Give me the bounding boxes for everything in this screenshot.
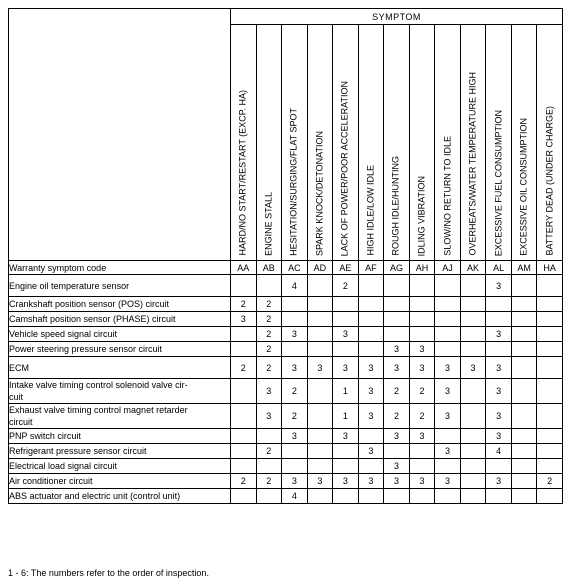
inspection-order-cell: 2 bbox=[256, 342, 282, 357]
inspection-order-cell bbox=[282, 297, 308, 312]
inspection-order-cell bbox=[333, 312, 359, 327]
inspection-order-cell: 3 bbox=[256, 404, 282, 429]
inspection-order-cell: 3 bbox=[409, 429, 435, 444]
inspection-order-cell bbox=[511, 357, 537, 379]
symptom-column-header bbox=[307, 25, 333, 261]
warranty-code-cell: AH bbox=[409, 261, 435, 275]
row-label: Exhaust valve timing control magnet retarder circuit bbox=[9, 404, 231, 429]
table-row bbox=[9, 474, 563, 489]
inspection-order-cell: 3 bbox=[486, 474, 512, 489]
inspection-order-cell bbox=[460, 474, 486, 489]
inspection-order-cell: 3 bbox=[486, 404, 512, 429]
inspection-order-cell: 2 bbox=[256, 444, 282, 459]
inspection-order-cell bbox=[511, 275, 537, 297]
inspection-order-cell: 3 bbox=[486, 275, 512, 297]
inspection-order-cell bbox=[307, 297, 333, 312]
inspection-order-cell: 3 bbox=[486, 327, 512, 342]
inspection-order-cell bbox=[435, 489, 461, 504]
inspection-order-cell bbox=[435, 327, 461, 342]
symptom-column-label: SPARK KNOCK/DETONATION bbox=[314, 130, 325, 256]
inspection-order-cell bbox=[435, 297, 461, 312]
inspection-order-cell bbox=[333, 444, 359, 459]
inspection-order-cell bbox=[435, 275, 461, 297]
inspection-order-cell: 3 bbox=[307, 474, 333, 489]
table-row bbox=[9, 312, 563, 327]
inspection-order-cell: 3 bbox=[435, 379, 461, 404]
inspection-order-cell bbox=[460, 489, 486, 504]
table-corner bbox=[9, 9, 231, 261]
symptom-column-label: BATTERY DEAD (UNDER CHARGE) bbox=[544, 106, 555, 256]
inspection-order-cell: 4 bbox=[282, 275, 308, 297]
inspection-order-cell: 3 bbox=[409, 342, 435, 357]
row-label: ECM bbox=[9, 357, 231, 379]
footnote: 1 - 6: The numbers refer to the order of inspection. bbox=[8, 568, 209, 578]
symptom-column-header bbox=[511, 25, 537, 261]
inspection-order-cell bbox=[460, 444, 486, 459]
inspection-order-cell: 2 bbox=[537, 474, 563, 489]
inspection-order-cell bbox=[231, 342, 257, 357]
inspection-order-cell bbox=[358, 429, 384, 444]
symptom-column-label: SLOW/NO RETURN TO IDLE bbox=[442, 136, 453, 256]
inspection-order-cell bbox=[460, 275, 486, 297]
symptom-column-label: LACK OF POWER/POOR ACCELERATION bbox=[339, 80, 350, 256]
inspection-order-cell bbox=[537, 275, 563, 297]
inspection-order-cell: 2 bbox=[384, 379, 410, 404]
table-row bbox=[9, 404, 563, 429]
inspection-order-cell bbox=[307, 459, 333, 474]
symptom-header: SYMPTOM bbox=[231, 9, 563, 25]
inspection-order-cell bbox=[435, 459, 461, 474]
symptom-column-header bbox=[460, 25, 486, 261]
inspection-order-cell bbox=[307, 429, 333, 444]
inspection-order-cell bbox=[435, 429, 461, 444]
inspection-order-cell bbox=[307, 275, 333, 297]
table-row bbox=[9, 297, 563, 312]
inspection-order-cell bbox=[358, 327, 384, 342]
inspection-order-cell: 3 bbox=[384, 459, 410, 474]
symptom-column-header bbox=[435, 25, 461, 261]
inspection-order-cell: 3 bbox=[460, 357, 486, 379]
inspection-order-cell bbox=[256, 429, 282, 444]
inspection-order-cell bbox=[511, 474, 537, 489]
inspection-order-cell bbox=[511, 342, 537, 357]
inspection-order-cell bbox=[307, 404, 333, 429]
inspection-order-cell: 3 bbox=[358, 357, 384, 379]
inspection-order-cell: 2 bbox=[384, 404, 410, 429]
inspection-order-cell bbox=[537, 459, 563, 474]
inspection-order-cell bbox=[511, 429, 537, 444]
inspection-order-cell bbox=[409, 327, 435, 342]
inspection-order-cell bbox=[537, 342, 563, 357]
inspection-order-cell: 3 bbox=[435, 404, 461, 429]
symptom-column-header bbox=[537, 25, 563, 261]
inspection-order-cell bbox=[231, 379, 257, 404]
row-label: Electrical load signal circuit bbox=[9, 459, 231, 474]
inspection-order-cell: 3 bbox=[307, 357, 333, 379]
inspection-order-cell: 3 bbox=[486, 379, 512, 404]
inspection-order-cell bbox=[384, 312, 410, 327]
table-row bbox=[9, 444, 563, 459]
inspection-order-cell bbox=[256, 459, 282, 474]
inspection-order-cell bbox=[511, 489, 537, 504]
inspection-order-cell bbox=[460, 379, 486, 404]
warranty-code-cell: AB bbox=[256, 261, 282, 275]
inspection-order-cell bbox=[333, 297, 359, 312]
inspection-order-cell: 4 bbox=[486, 444, 512, 459]
symptom-column-header bbox=[409, 25, 435, 261]
inspection-order-cell bbox=[486, 459, 512, 474]
symptom-column-label: HIGH IDLE/LOW IDLE bbox=[365, 165, 376, 256]
inspection-order-cell bbox=[282, 342, 308, 357]
inspection-order-cell bbox=[256, 275, 282, 297]
symptom-column-label: HESITATION/SURGING/FLAT SPOT bbox=[288, 108, 299, 256]
inspection-order-cell bbox=[358, 489, 384, 504]
table-row bbox=[9, 429, 563, 444]
inspection-order-cell bbox=[282, 459, 308, 474]
table-row bbox=[9, 459, 563, 474]
warranty-code-cell: AL bbox=[486, 261, 512, 275]
inspection-order-cell: 3 bbox=[231, 312, 257, 327]
inspection-order-cell: 3 bbox=[358, 474, 384, 489]
inspection-order-cell bbox=[460, 327, 486, 342]
warranty-code-cell: HA bbox=[537, 261, 563, 275]
inspection-order-cell bbox=[307, 379, 333, 404]
row-label: PNP switch circuit bbox=[9, 429, 231, 444]
inspection-order-cell: 2 bbox=[256, 312, 282, 327]
inspection-order-cell: 3 bbox=[384, 474, 410, 489]
symptom-column-label: OVERHEATS/WATER TEMPERATURE HIGH bbox=[467, 72, 478, 256]
inspection-order-cell bbox=[282, 312, 308, 327]
inspection-order-cell bbox=[460, 404, 486, 429]
symptom-column-header bbox=[486, 25, 512, 261]
inspection-order-cell bbox=[409, 275, 435, 297]
inspection-order-cell bbox=[358, 459, 384, 474]
inspection-order-cell bbox=[409, 312, 435, 327]
inspection-order-cell bbox=[460, 342, 486, 357]
inspection-order-cell: 2 bbox=[409, 379, 435, 404]
inspection-order-cell: 3 bbox=[486, 357, 512, 379]
warranty-code-cell: AD bbox=[307, 261, 333, 275]
inspection-order-cell bbox=[384, 297, 410, 312]
inspection-order-cell bbox=[231, 489, 257, 504]
inspection-order-cell bbox=[333, 489, 359, 504]
symptom-column-header bbox=[358, 25, 384, 261]
row-label: ABS actuator and electric unit (control unit) bbox=[9, 489, 231, 504]
inspection-order-cell bbox=[231, 429, 257, 444]
inspection-order-cell bbox=[486, 489, 512, 504]
inspection-order-cell bbox=[409, 297, 435, 312]
warranty-code-cell: AA bbox=[231, 261, 257, 275]
inspection-order-cell bbox=[537, 379, 563, 404]
inspection-order-cell: 3 bbox=[282, 327, 308, 342]
inspection-order-cell: 2 bbox=[231, 297, 257, 312]
warranty-code-label: Warranty symptom code bbox=[9, 261, 231, 275]
inspection-order-cell bbox=[537, 327, 563, 342]
row-label: Power steering pressure sensor circuit bbox=[9, 342, 231, 357]
inspection-order-cell bbox=[231, 275, 257, 297]
inspection-order-cell bbox=[333, 459, 359, 474]
warranty-code-cell: AC bbox=[282, 261, 308, 275]
inspection-order-cell bbox=[537, 444, 563, 459]
inspection-order-cell: 2 bbox=[409, 404, 435, 429]
inspection-order-cell bbox=[460, 312, 486, 327]
inspection-order-cell: 3 bbox=[384, 429, 410, 444]
inspection-order-cell: 2 bbox=[256, 474, 282, 489]
inspection-order-cell bbox=[231, 444, 257, 459]
inspection-order-cell: 3 bbox=[384, 342, 410, 357]
inspection-order-cell bbox=[307, 489, 333, 504]
inspection-order-cell bbox=[282, 444, 308, 459]
inspection-order-cell bbox=[307, 342, 333, 357]
inspection-order-cell bbox=[409, 459, 435, 474]
inspection-order-cell bbox=[511, 379, 537, 404]
inspection-order-cell bbox=[384, 327, 410, 342]
inspection-order-cell bbox=[511, 459, 537, 474]
inspection-order-cell: 4 bbox=[282, 489, 308, 504]
inspection-order-cell bbox=[384, 489, 410, 504]
inspection-order-cell: 1 bbox=[333, 379, 359, 404]
symptom-column-header bbox=[384, 25, 410, 261]
inspection-order-cell bbox=[384, 444, 410, 459]
inspection-order-cell: 2 bbox=[282, 379, 308, 404]
inspection-order-cell: 2 bbox=[333, 275, 359, 297]
row-label: Vehicle speed signal circuit bbox=[9, 327, 231, 342]
inspection-order-cell bbox=[307, 312, 333, 327]
table-row bbox=[9, 327, 563, 342]
table-row bbox=[9, 489, 563, 504]
table-row bbox=[9, 379, 563, 404]
warranty-code-row bbox=[9, 261, 563, 275]
inspection-order-cell bbox=[486, 342, 512, 357]
inspection-order-cell bbox=[511, 404, 537, 429]
inspection-order-cell bbox=[358, 275, 384, 297]
inspection-order-cell: 2 bbox=[231, 357, 257, 379]
inspection-order-cell: 3 bbox=[358, 404, 384, 429]
row-label: Crankshaft position sensor (POS) circuit bbox=[9, 297, 231, 312]
symptom-column-label: IDLING VIBRATION bbox=[416, 175, 427, 256]
inspection-order-cell: 3 bbox=[435, 474, 461, 489]
inspection-order-cell: 3 bbox=[435, 444, 461, 459]
inspection-order-cell: 3 bbox=[256, 379, 282, 404]
inspection-order-cell: 2 bbox=[282, 404, 308, 429]
inspection-order-cell bbox=[256, 489, 282, 504]
inspection-order-cell bbox=[307, 327, 333, 342]
symptom-column-label: ENGINE STALL bbox=[263, 192, 274, 256]
inspection-order-cell bbox=[511, 444, 537, 459]
inspection-order-cell: 3 bbox=[333, 429, 359, 444]
inspection-order-cell bbox=[307, 444, 333, 459]
symptom-column-header bbox=[256, 25, 282, 261]
inspection-order-cell bbox=[537, 297, 563, 312]
inspection-order-cell bbox=[537, 489, 563, 504]
inspection-order-cell: 3 bbox=[333, 474, 359, 489]
inspection-order-cell bbox=[486, 297, 512, 312]
inspection-order-cell bbox=[537, 357, 563, 379]
inspection-order-cell bbox=[537, 404, 563, 429]
symptom-column-header bbox=[333, 25, 359, 261]
inspection-order-cell: 3 bbox=[486, 429, 512, 444]
inspection-order-cell bbox=[231, 404, 257, 429]
inspection-order-cell: 3 bbox=[358, 379, 384, 404]
row-label: Camshaft position sensor (PHASE) circuit bbox=[9, 312, 231, 327]
inspection-order-cell: 1 bbox=[333, 404, 359, 429]
symptom-column-header bbox=[231, 25, 257, 261]
warranty-code-cell: AJ bbox=[435, 261, 461, 275]
inspection-order-cell bbox=[511, 327, 537, 342]
inspection-order-cell: 3 bbox=[409, 357, 435, 379]
inspection-order-cell bbox=[435, 342, 461, 357]
warranty-code-cell: AK bbox=[460, 261, 486, 275]
table-row bbox=[9, 357, 563, 379]
row-label: Refrigerant pressure sensor circuit bbox=[9, 444, 231, 459]
row-label: Engine oil temperature sensor bbox=[9, 275, 231, 297]
inspection-order-cell: 2 bbox=[256, 327, 282, 342]
inspection-order-cell bbox=[460, 429, 486, 444]
inspection-order-cell: 3 bbox=[333, 327, 359, 342]
inspection-order-cell bbox=[358, 342, 384, 357]
inspection-order-cell bbox=[358, 297, 384, 312]
inspection-order-cell: 3 bbox=[282, 357, 308, 379]
symptom-column-label: EXCESSIVE FUEL CONSUMPTION bbox=[493, 109, 504, 256]
inspection-order-cell: 2 bbox=[231, 474, 257, 489]
inspection-order-cell: 3 bbox=[282, 429, 308, 444]
inspection-order-cell bbox=[460, 297, 486, 312]
symptom-column-header bbox=[282, 25, 308, 261]
table-row bbox=[9, 342, 563, 357]
inspection-order-cell: 3 bbox=[409, 474, 435, 489]
inspection-order-cell bbox=[358, 312, 384, 327]
symptom-column-label: HARD/NO START/RESTART (EXCP. HA) bbox=[237, 90, 248, 256]
inspection-order-cell bbox=[231, 327, 257, 342]
warranty-code-cell: AG bbox=[384, 261, 410, 275]
row-label: Intake valve timing control solenoid valve cir- cuit bbox=[9, 379, 231, 404]
symptom-diagnosis-table bbox=[8, 8, 563, 504]
warranty-code-cell: AF bbox=[358, 261, 384, 275]
inspection-order-cell bbox=[231, 459, 257, 474]
warranty-code-cell: AE bbox=[333, 261, 359, 275]
inspection-order-cell: 3 bbox=[435, 357, 461, 379]
symptom-column-label: EXCESSIVE OIL CONSUMPTION bbox=[518, 118, 529, 256]
inspection-order-cell bbox=[511, 297, 537, 312]
inspection-order-cell: 2 bbox=[256, 297, 282, 312]
inspection-order-cell bbox=[511, 312, 537, 327]
row-label: Air conditioner circuit bbox=[9, 474, 231, 489]
inspection-order-cell: 3 bbox=[358, 444, 384, 459]
inspection-order-cell bbox=[537, 312, 563, 327]
inspection-order-cell bbox=[409, 489, 435, 504]
inspection-order-cell: 3 bbox=[282, 474, 308, 489]
inspection-order-cell bbox=[435, 312, 461, 327]
table-row bbox=[9, 275, 563, 297]
inspection-order-cell: 2 bbox=[256, 357, 282, 379]
inspection-order-cell bbox=[486, 312, 512, 327]
inspection-order-cell: 3 bbox=[333, 357, 359, 379]
warranty-code-cell: AM bbox=[511, 261, 537, 275]
inspection-order-cell: 3 bbox=[384, 357, 410, 379]
symptom-column-label: ROUGH IDLE/HUNTING bbox=[390, 156, 401, 256]
inspection-order-cell bbox=[537, 429, 563, 444]
inspection-order-cell bbox=[333, 342, 359, 357]
inspection-order-cell bbox=[384, 275, 410, 297]
inspection-order-cell bbox=[460, 459, 486, 474]
inspection-order-cell bbox=[409, 444, 435, 459]
